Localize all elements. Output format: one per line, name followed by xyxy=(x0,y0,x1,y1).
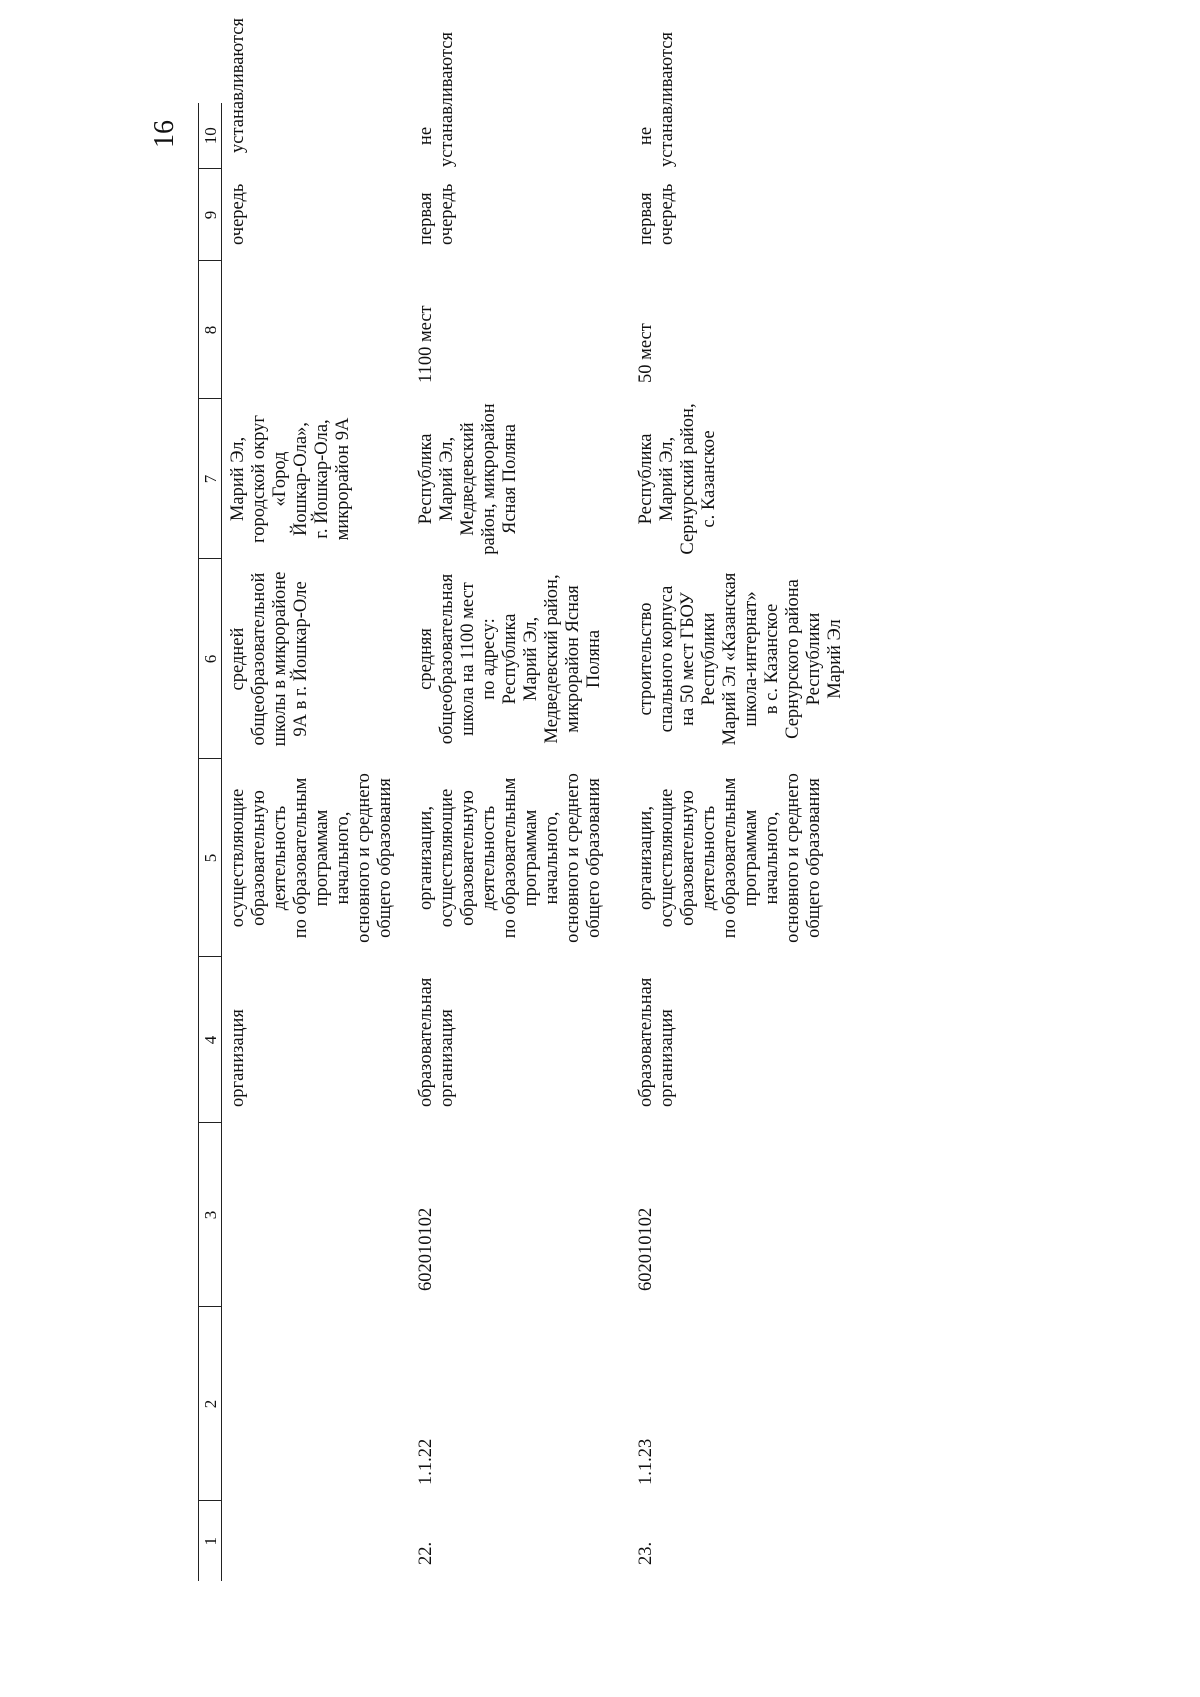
column-number: 9 xyxy=(199,169,222,261)
object-type-cell: образовательная организация xyxy=(416,977,457,1107)
item-code-cell: 1.1.22 xyxy=(416,1438,436,1485)
row-number-cell: 22. xyxy=(416,1541,436,1565)
location-cell: Республика Марий Эл, Медведевский район, микрорайон Ясная Поляна xyxy=(416,403,520,555)
object-kind-cell: организации, осуществляющие образовательную деятельность по образовательным программам начального, основного и среднего общего образования xyxy=(636,773,824,943)
object-type-cell: образовательная организация xyxy=(636,977,677,1107)
zones-cell: устанавливаются xyxy=(228,17,248,153)
rotated-table-container xyxy=(198,17,898,1581)
classifier-code-cell: 602010102 xyxy=(416,1207,436,1291)
column-number: 8 xyxy=(199,261,222,399)
row-number-cell: 23. xyxy=(636,1541,656,1565)
item-code-cell: 1.1.23 xyxy=(636,1438,656,1485)
table-row xyxy=(630,103,852,1581)
page-number: 16 xyxy=(149,120,180,148)
object-name-cell: средняя общеобразовательная школа на 1100 мест по адресу: Республика Марий Эл, Медведевский район, микрорайон Ясная Поляна xyxy=(416,573,604,745)
column-number: 3 xyxy=(199,1123,222,1307)
row-number-cell xyxy=(222,1501,411,1581)
column-numbers-row xyxy=(199,103,222,1581)
table-row xyxy=(410,103,630,1581)
column-number: 1 xyxy=(199,1501,222,1581)
object-name-cell: строительство спального корпуса на 50 мест ГБОУ Республики Марий Эл «Казанская школа-интернат» в с. Казанское Сернурского района Республики Марий Эл xyxy=(636,572,845,746)
location-cell: Марий Эл, городской округ «Город Йошкар-Ола», г. Йошкар-Ола, микрорайон 9А xyxy=(228,415,353,543)
classifier-code-cell: 602010102 xyxy=(636,1207,656,1291)
classifier-code-cell xyxy=(222,1123,411,1307)
item-code-cell xyxy=(222,1307,411,1501)
objects-table xyxy=(198,17,852,1581)
column-number: 5 xyxy=(199,759,222,957)
table-header xyxy=(199,103,222,1581)
location-cell: Республика Марий Эл, Сернурский район, с. Казанское xyxy=(636,403,719,555)
column-number: 2 xyxy=(199,1307,222,1501)
zones-cell: не устанавливаются xyxy=(636,31,677,167)
capacity-cell: 50 мест xyxy=(636,323,656,383)
capacity-cell: 1100 мест xyxy=(416,305,436,383)
stage-cell: первая очередь xyxy=(416,183,457,245)
stage-cell: первая очередь xyxy=(636,183,677,245)
object-kind-cell: организации, осуществляющие образовательную деятельность по образовательным программам начального, основного и среднего общего образования xyxy=(416,773,604,943)
column-number: 10 xyxy=(199,103,222,169)
zones-cell: не устанавливаются xyxy=(416,31,457,167)
column-number: 7 xyxy=(199,399,222,559)
column-number: 6 xyxy=(199,559,222,759)
capacity-cell xyxy=(222,261,411,399)
column-number: 4 xyxy=(199,957,222,1123)
object-kind-cell: осуществляющие образовательную деятельность по образовательным программам начального, основного и среднего общего образования xyxy=(228,773,395,943)
object-name-cell: средней общеобразовательной школы в микрорайоне 9А в г. Йошкар-Оле xyxy=(228,571,311,747)
stage-cell: очередь xyxy=(228,183,248,245)
object-type-cell: организация xyxy=(228,1009,248,1107)
table-row xyxy=(222,103,411,1581)
